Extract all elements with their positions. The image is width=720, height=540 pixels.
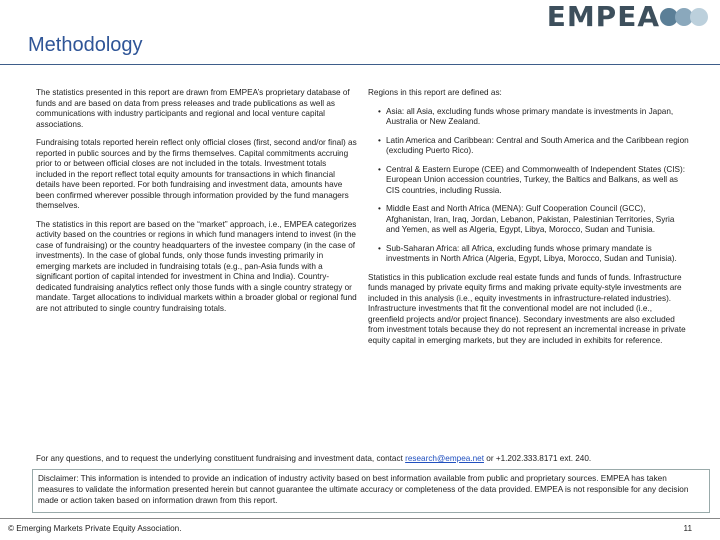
region-bullet: • Central & Eastern Europe (CEE) and Commonwealth of Independent States (CIS): European Union accession countries, Turkey, the Baltics and Balkans, as well as CIS countries, including Russia. (378, 164, 685, 195)
region-bullet: • Latin America and Caribbean: Central and South America and the Caribbean region (excluding Puerto Rico). (378, 135, 689, 155)
bullet-icon: • (378, 243, 381, 253)
paragraph: The statistics presented in this report are drawn from EMPEA’s proprietary database of funds and are based on data from press releases and trade publications as well as communications with industry participants and regional and local venture capital associations. (36, 88, 350, 129)
bullet-icon: • (378, 135, 381, 145)
title-divider (0, 64, 720, 65)
region-bullet: • Middle East and North Africa (MENA): Gulf Cooperation Council (GCC), Afghanistan, Iran, Iraq, Jordan, Lebanon, Pakistan, Palestinian Territories, Syria and Yemen, as well as Algeria, Egypt, Libya, Morocco, Sudan and Tunisia. (378, 204, 675, 234)
regions-intro: Regions in this report are defined as: (368, 88, 502, 97)
footer-divider (0, 518, 720, 519)
disclaimer-box: Disclaimer: This information is intended to provide an indication of industry activity based on best information available from public and proprietary sources. EMPEA has taken measures to validate the information presented herein but cannot guarantee the ultimate accuracy or completeness of the data provided. EMPEA is not responsible for any decision made or action taken based on information drawn from this report. (32, 469, 710, 513)
logo-text: EMPEA (546, 0, 660, 33)
contact-line: For any questions, and to request the underlying constituent fundraising and investment data, contact research@empea.net or +1.202.333.8171 ext. 240. (36, 454, 592, 463)
bullet-icon: • (378, 204, 381, 213)
exclusions-paragraph: Statistics in this publication exclude real estate funds and funds of funds. Infrastructure funds managed by private equity firms and making private equity-style investments are included in this analysis (i.e., equity investments in infrastructure-related industries). Infrastructure investments that fit the conventional model are not included (i.e., greenfield projects and/or project finance). Secondary investments are also excluded from investment totals because they do not represent an incremental increase in private equity capital in emerging markets, but they are included in exhibits for reference. (368, 272, 686, 345)
page-number: 11 (683, 524, 692, 533)
footer-copyright: © Emerging Markets Private Equity Association. (8, 524, 182, 533)
research-email-link[interactable]: research@empea.net (405, 454, 484, 463)
bullet-icon: • (378, 164, 381, 174)
empea-logo (547, 0, 708, 33)
logo-dots-icon (663, 8, 708, 26)
region-bullet: • Asia: all Asia, excluding funds whose primary mandate is investments in Japan, Australia or New Zealand. (378, 106, 674, 126)
region-bullet: • Sub-Saharan Africa: all Africa, excluding funds whose primary mandate is investments in North Africa (Algeria, Egypt, Libya, Morocco, Sudan and Tunisia). (378, 243, 677, 263)
page-title: Methodology (28, 34, 143, 56)
right-column (368, 88, 690, 354)
paragraph: Fundraising totals reported herein reflect only official closes (first, second and/or final) as reported in public sources and by the firms themselves. Capital commitments accruing prior to or between official closes are not included in the totals. Investment totals included in the report reflect total equity amounts for transactions in which financial details have been reported. For both fundraising and investment data, amounts have been confirmed wherever possible through information provided by the fund managers themselves. (36, 138, 357, 210)
paragraph: The statistics in this report are based on the “market” approach, i.e., EMPEA categorizes activity based on the countries or regions in which fund managers intend to invest (in the case of fundraising) or the country headquarters of the investee company (in the case of investments). In the case of global funds, only those funds investing primarily in emerging markets are included in fundraising totals (e.g., pan-Asia funds with a significant portion of capital intended for investment in China and India). Country-dedicated fundraising analytics reflect only those funds with a single country strategy or mandate. Target allocations to individual markets within a broader global or regional fund are not attributed to single country fundraising totals. (36, 219, 357, 313)
left-column (36, 88, 358, 322)
bullet-icon: • (378, 106, 381, 116)
